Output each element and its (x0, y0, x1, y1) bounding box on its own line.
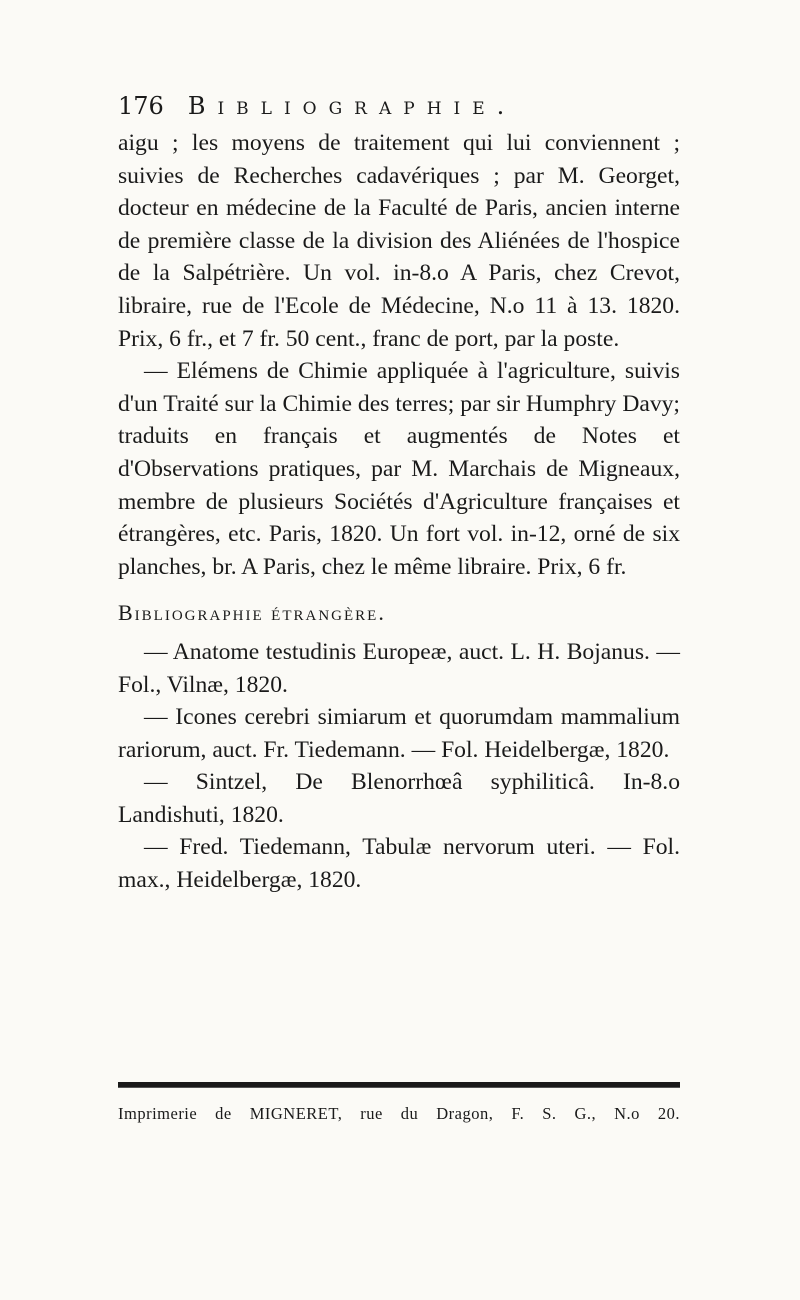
page-header (118, 92, 678, 120)
foreign-entry-sintzel: — Sintzel, De Blenorrhœâ syphiliticâ. In-8.o Landishuti, 1820. (118, 769, 680, 828)
foreign-entry-bojanus: — Anatome testudinis Europeæ, auct. L. H. Bojanus. — Fol., Vilnæ, 1820. (118, 638, 680, 698)
bibliography-entry-davy: — Elémens de Chimie appliquée à l'agriculture, suivis d'un Traité sur la Chimie des terres; par sir Humphry Davy; traduits en français et augmentés de Notes et d'Observations pratiques, par M. Marchais de Migneaux, membre de plusieurs Sociétés d'Agriculture françaises et étrangères, etc. Paris, 1820. Un fort vol. in-12, orné de six planches, br. A Paris, chez le même libraire. Prix, 6 fr. (118, 358, 680, 580)
running-title: Bibliographie. (187, 92, 517, 120)
foreign-entry-tiedemann-tabulae: — Fred. Tiedemann, Tabulæ nervorum uteri. — Fol. max., Heidelbergæ, 1820. (118, 834, 680, 894)
page-number: 176 (118, 92, 164, 120)
section-heading-foreign-bibliography: Bibliographie étrangère. (118, 600, 386, 626)
page-body (118, 127, 680, 897)
bibliography-entry-georget: aigu ; les moyens de traitement qui lui conviennent ; suivies de Recherches cadavériques ; par M. Georget, docteur en médecine de la Faculté de Paris, ancien interne de première classe de la division des Aliénées de l'hospice de la Salpétrière. Un vol. in-8.o A Paris, chez Crevot, libraire, rue de l'Ecole de Médecine, N.o 11 à 13. 1820. Prix, 6 fr., et 7 fr. 50 cent., franc de port, par la poste. (118, 130, 680, 352)
printer-imprint: Imprimerie de MIGNERET, rue du Dragon, F. S. G., N.o 20. (118, 1104, 680, 1123)
foreign-entry-tiedemann-icones: — Icones cerebri simiarum et quorumdam mammalium rariorum, auct. Fr. Tiedemann. — Fol. Heidelbergæ, 1820. (118, 704, 680, 763)
footer-rule (118, 1082, 680, 1088)
